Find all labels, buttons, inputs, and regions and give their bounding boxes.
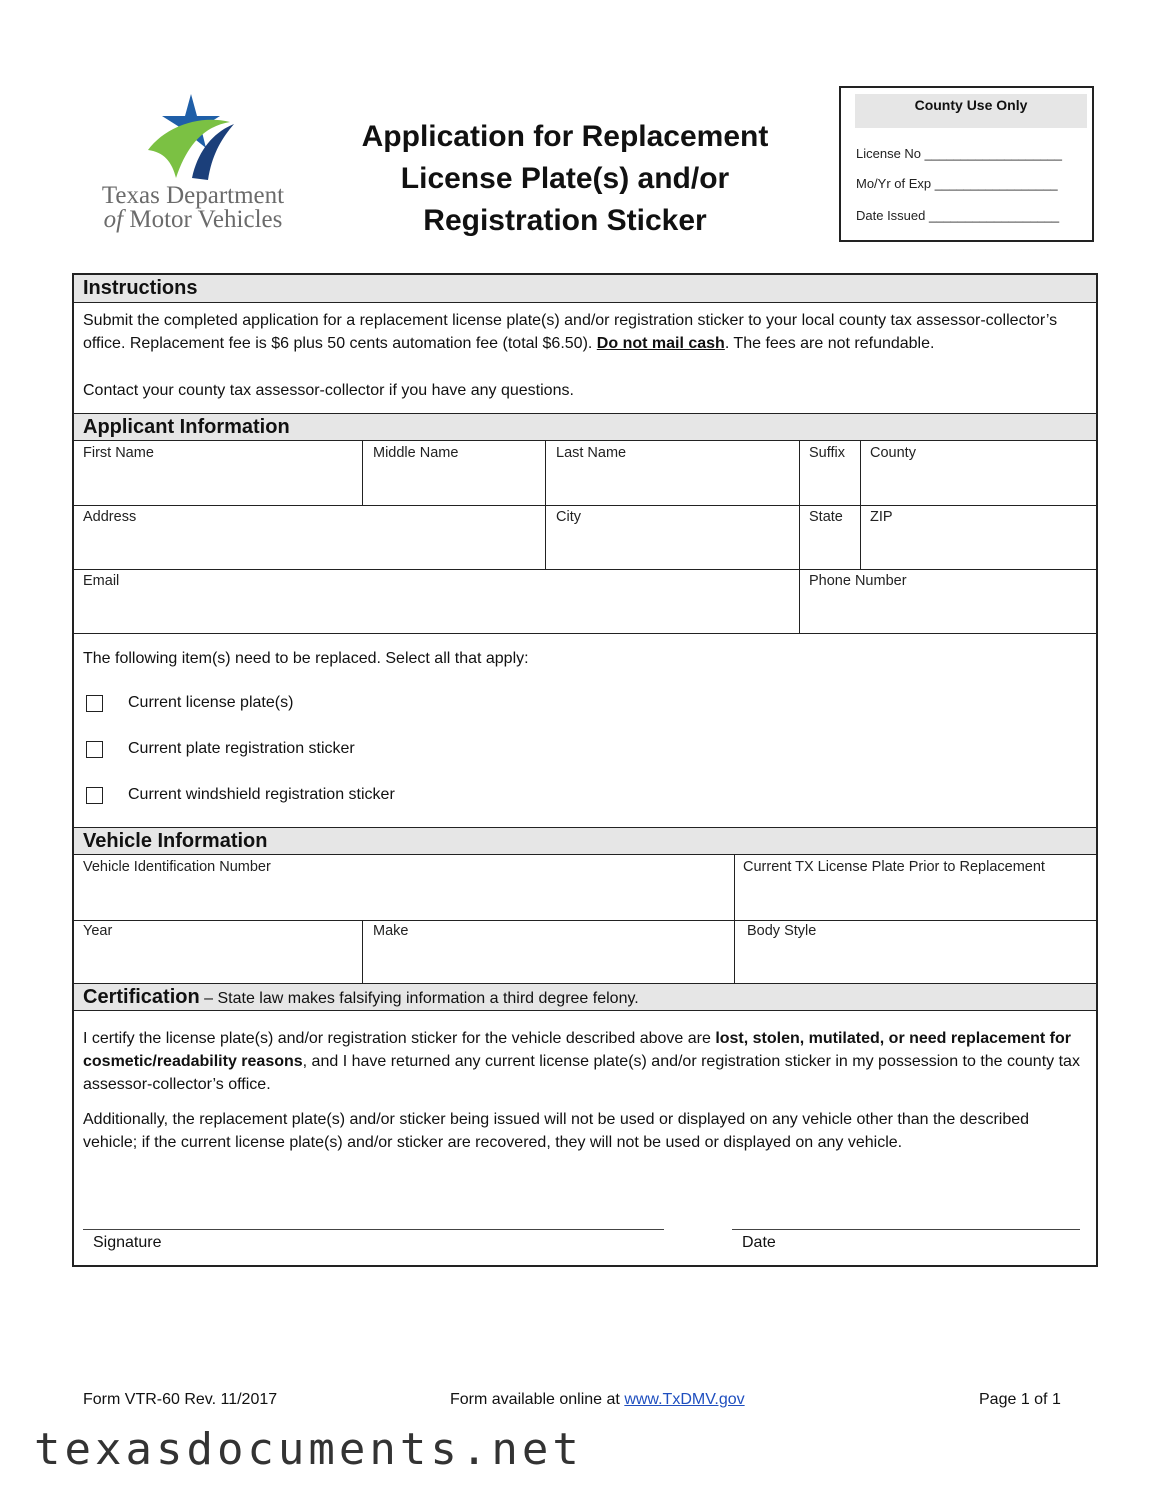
date-line[interactable]: [732, 1229, 1080, 1230]
make-field[interactable]: Make: [373, 923, 409, 939]
option-windshield-sticker: Current windshield registration sticker: [128, 786, 395, 803]
date-label: Date: [742, 1234, 776, 1251]
cert-text-a: I certify the license plate(s) and/or registration sticker for the vehicle described above are: [83, 1030, 716, 1047]
logo-of: of: [103, 206, 124, 233]
signature-label: Signature: [93, 1234, 162, 1251]
first-name-field[interactable]: First Name: [83, 445, 154, 461]
instructions-paragraph: [83, 309, 1089, 355]
county-date-issued[interactable]: Date Issued __________________: [856, 208, 1060, 223]
checkbox-windshield-sticker[interactable]: [86, 787, 103, 804]
county-license-no[interactable]: License No ___________________: [856, 146, 1063, 161]
signature-line[interactable]: [83, 1229, 664, 1230]
divider: [74, 920, 1096, 921]
vin-field[interactable]: Vehicle Identification Number: [83, 859, 271, 875]
divider: [74, 569, 1096, 570]
cert-text-bold: lost, stolen, mutilated, or need replacement for cosmetic/readability reasons: [83, 1030, 1071, 1070]
instructions-contact: Contact your county tax assessor-collector if you have any questions.: [83, 382, 574, 399]
page-title: [330, 116, 800, 242]
logo-text-line2: [88, 208, 298, 231]
watermark: texasdocuments.net: [34, 1424, 583, 1475]
replace-prompt: The following item(s) need to be replaced. Select all that apply:: [83, 650, 529, 667]
certification-heading: [74, 983, 1096, 1011]
county-field[interactable]: County: [870, 445, 916, 461]
instructions-text-b: . The fees are not refundable.: [724, 335, 935, 352]
divider: [74, 505, 1096, 506]
checkbox-plate-sticker[interactable]: [86, 741, 103, 758]
zip-field[interactable]: ZIP: [870, 509, 893, 525]
county-mo-yr-exp[interactable]: Mo/Yr of Exp _________________: [856, 176, 1058, 191]
divider: [362, 920, 363, 983]
title-line1: Application for Replacement: [361, 120, 769, 153]
instructions-text-a: Submit the completed application for a replacement license plate(s) and/or registration sticker to your local county tax assessor-collector’s office. Replacement fee is $6 plus 50 cents automation fee (total $6.50).: [83, 312, 1058, 352]
county-use-heading: County Use Only: [855, 94, 1087, 128]
state-field[interactable]: State: [809, 509, 843, 525]
address-field[interactable]: Address: [83, 509, 137, 525]
phone-field[interactable]: Phone Number: [809, 573, 907, 589]
instructions-heading: Instructions: [74, 275, 1096, 303]
cert-text-b: , and I have returned any current license plate(s) and/or registration sticker in my possession to the county tax assessor-collector’s office.: [83, 1053, 1080, 1093]
txdmv-link[interactable]: www.TxDMV.gov: [624, 1391, 745, 1408]
last-name-field[interactable]: Last Name: [556, 445, 627, 461]
application-form: [72, 273, 1098, 1267]
vehicle-heading: Vehicle Information: [74, 827, 1096, 855]
city-field[interactable]: City: [556, 509, 581, 525]
title-line2: License Plate(s) and/or: [400, 162, 730, 195]
certification-title: Certification: [83, 986, 200, 1008]
title-line3: Registration Sticker: [423, 204, 707, 237]
certification-paragraph-1: [83, 1027, 1089, 1096]
option-plate-sticker: Current plate registration sticker: [128, 740, 355, 757]
email-field[interactable]: Email: [83, 573, 120, 589]
divider: [362, 441, 363, 505]
star-logo-icon: [88, 92, 298, 184]
certification-paragraph-2: Additionally, the replacement plate(s) and/or sticker being issued will not be used or displayed on any vehicle other than the described vehicle; if the current license plate(s) and/or sticker are recovered, they will not be used or displayed on any vehicle.: [83, 1111, 1030, 1151]
option-license-plate: Current license plate(s): [128, 694, 294, 711]
divider: [734, 855, 735, 983]
county-use-box: [839, 86, 1094, 242]
form-id: Form VTR-60 Rev. 11/2017: [83, 1391, 278, 1408]
divider: [74, 633, 1096, 634]
applicant-heading: Applicant Information: [74, 413, 1096, 441]
logo-text-line1: Texas Department: [101, 182, 285, 209]
form-available-text: Form available online at: [450, 1391, 625, 1408]
suffix-field[interactable]: Suffix: [809, 445, 846, 461]
year-field[interactable]: Year: [83, 923, 113, 939]
logo-motor-vehicles: Motor Vehicles: [129, 206, 283, 233]
current-plate-field[interactable]: Current TX License Plate Prior to Replacement: [743, 859, 1045, 875]
certification-subtitle: – State law makes falsifying information a third degree felony.: [199, 990, 639, 1007]
no-cash-warning: Do not mail cash: [596, 335, 725, 352]
txdmv-logo: [88, 92, 298, 242]
divider: [799, 441, 800, 633]
checkbox-license-plate[interactable]: [86, 695, 103, 712]
middle-name-field[interactable]: Middle Name: [373, 445, 459, 461]
page-number: Page 1 of 1: [979, 1391, 1061, 1408]
form-available: [450, 1391, 745, 1409]
body-style-field[interactable]: Body Style: [747, 923, 817, 939]
